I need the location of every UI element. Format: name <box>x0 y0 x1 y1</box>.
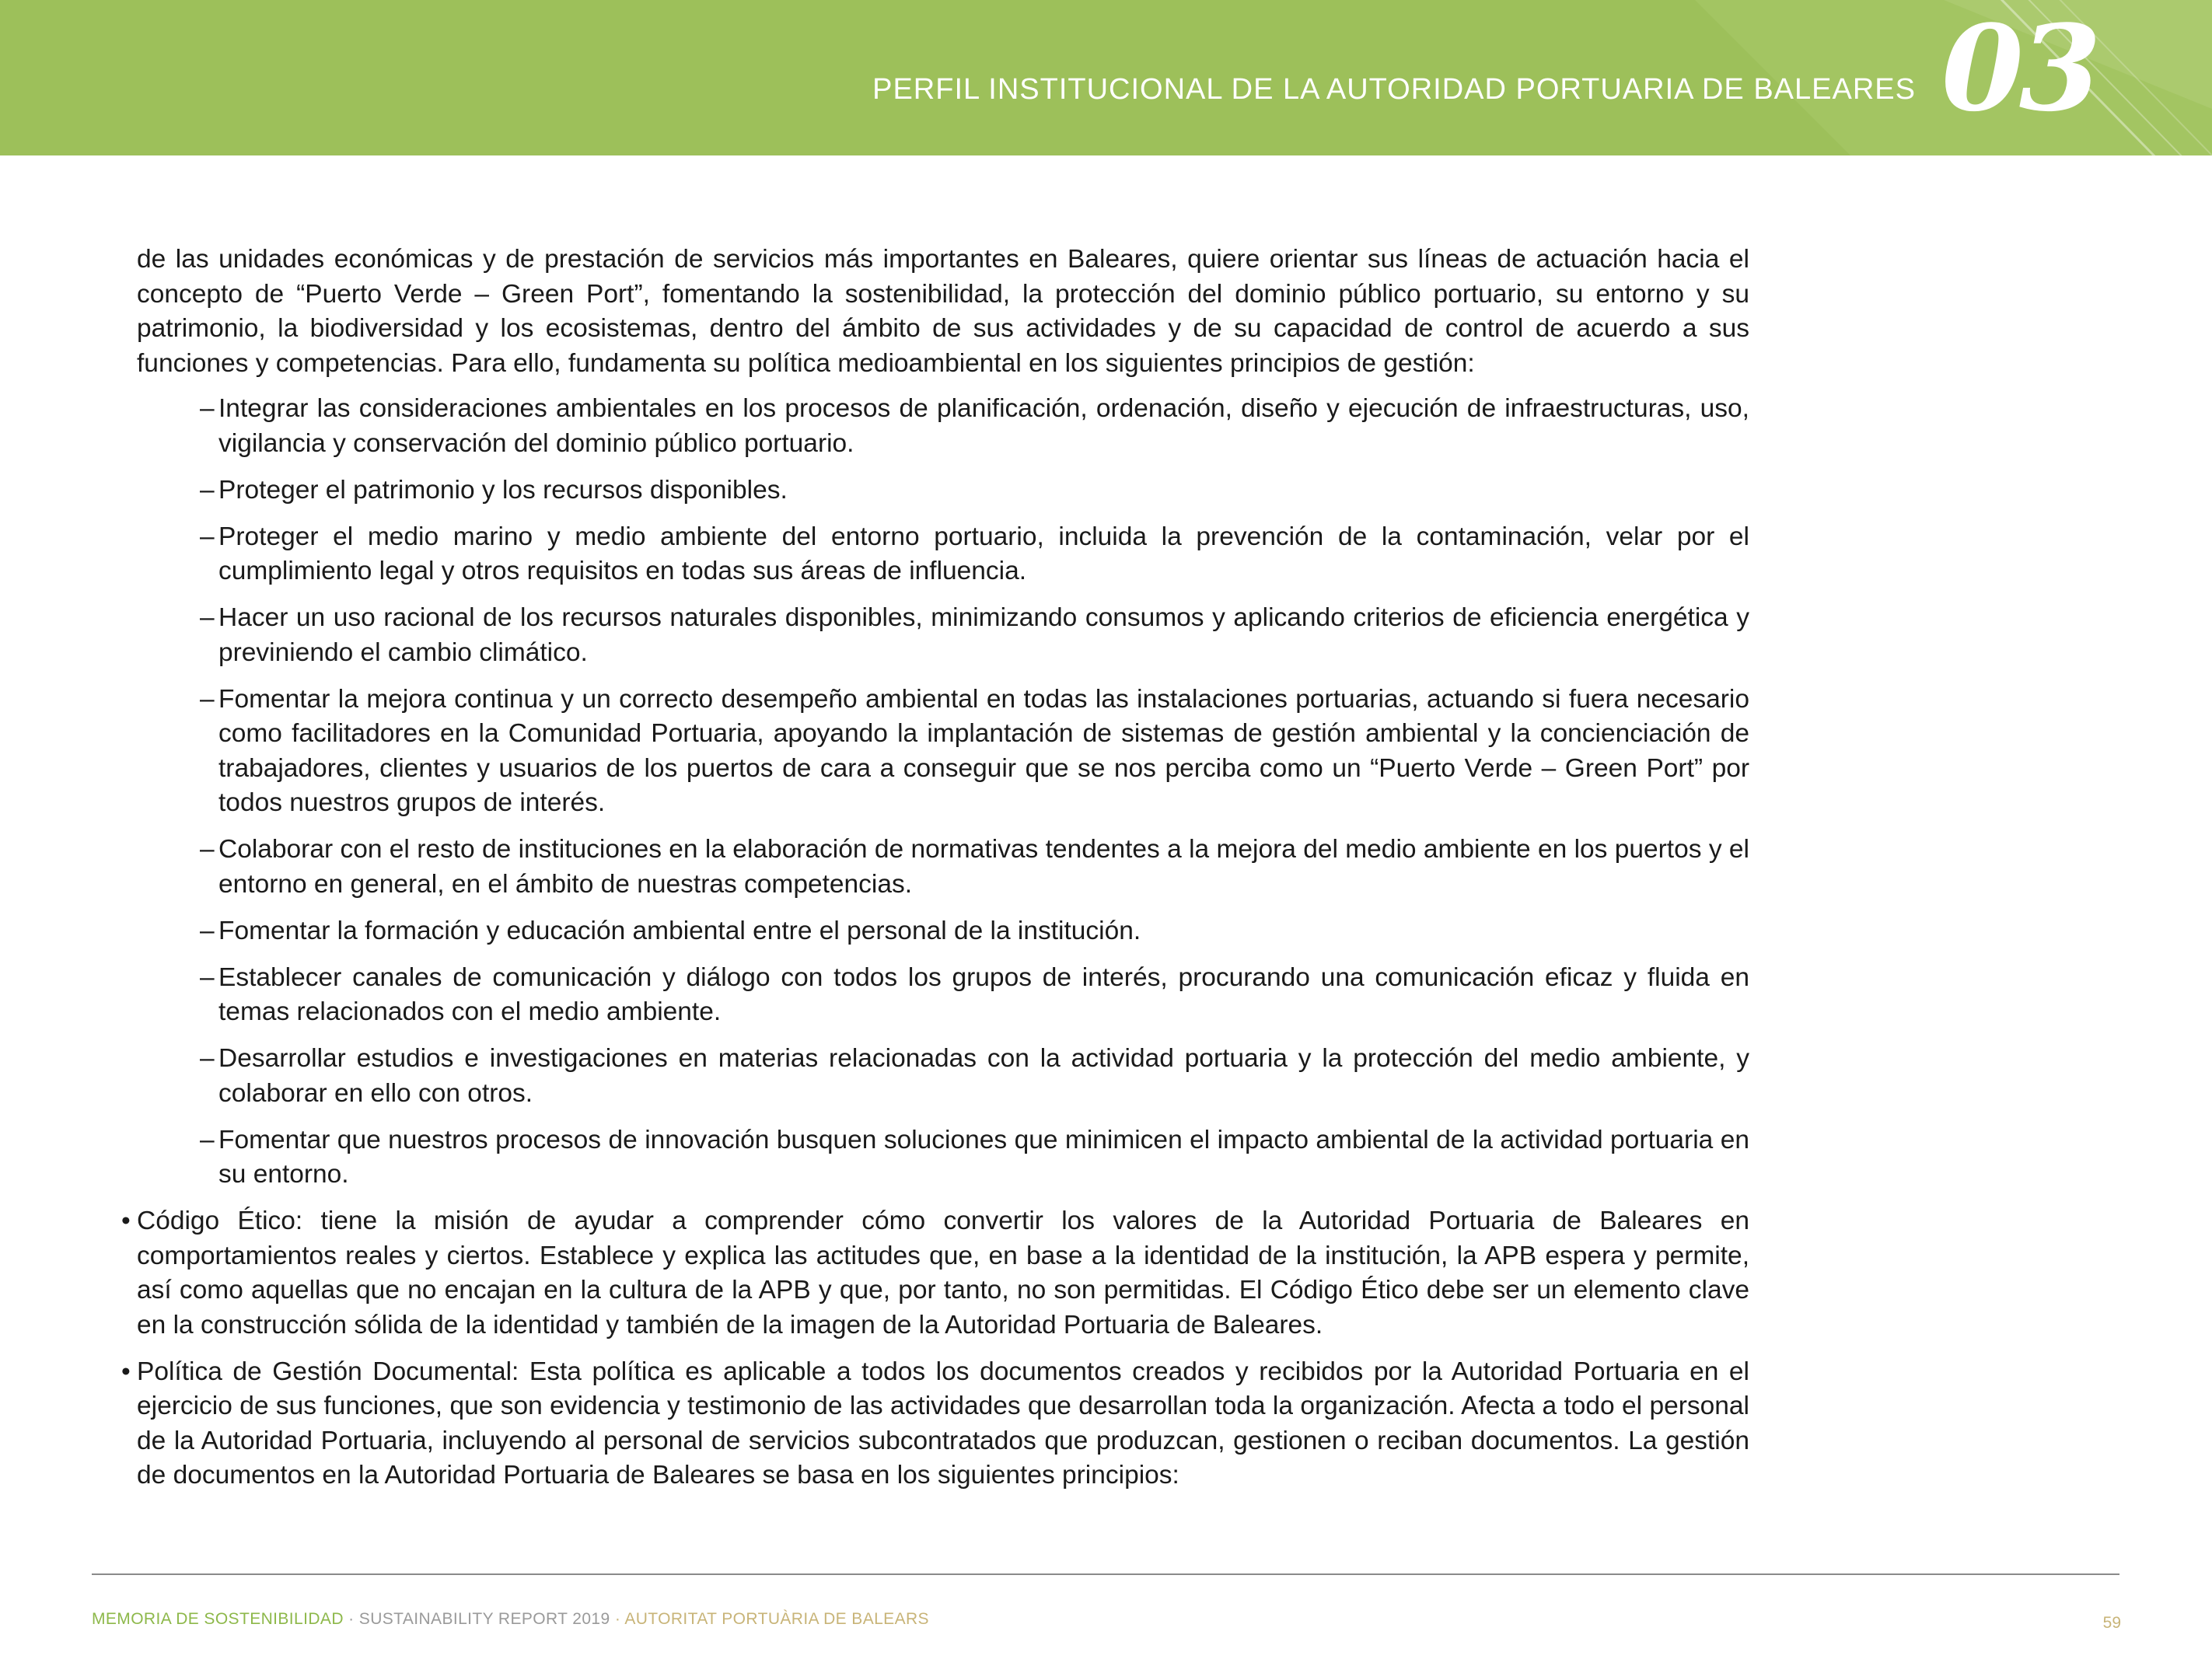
list-item <box>200 473 1749 508</box>
footer-organization: AUTORITAT PORTUÀRIA DE BALEARS <box>624 1610 929 1628</box>
list-item <box>200 392 1749 461</box>
list-item <box>200 961 1749 1030</box>
bullet-marker: • <box>121 1207 131 1235</box>
list-item-text: Fomentar la mejora continua y un correcto desempeño ambiental en todas las instalaciones portuarias, actuando si fuera necesario como facilitadores en la Comunidad Portuaria, apoyando la implantación de sistemas de gestión ambiental y la concienciación de trabajadores, clientes y usuarios de los puertos de cara a conseguir que se nos perciba como un “Puerto Verde – Green Port” por todos nuestros grupos de interés. <box>218 684 1749 817</box>
footer-separator: · <box>610 1610 625 1628</box>
footer-caption <box>92 1610 929 1629</box>
dash-marker: – <box>200 684 215 714</box>
list-item <box>200 914 1749 949</box>
dash-marker: – <box>200 1044 215 1073</box>
list-item <box>200 1123 1749 1193</box>
footer-report-title: MEMORIA DE SOSTENIBILIDAD <box>92 1610 344 1628</box>
bullet-gestion-documental <box>121 1355 1749 1493</box>
list-item <box>200 520 1749 589</box>
body-text <box>121 243 1749 1505</box>
list-item <box>200 683 1749 821</box>
principles-list <box>137 392 1749 1193</box>
dash-marker: – <box>200 916 215 945</box>
intro-paragraph: de las unidades económicas y de prestación de servicios más importantes en Baleares, quiere orientar sus líneas de actuación hacia el concepto de “Puerto Verde – Green Port”, fomentando la sostenibilidad, la protección del dominio público portuario, su entorno y su patrimonio, la biodiversidad y los ecosistemas, dentro del ámbito de sus actividades y de su capacidad de control de acuerdo a sus funciones y competencias. Para ello, fundamenta su política medioambiental en los siguientes principios de gestión: <box>137 245 1749 378</box>
dash-marker: – <box>200 603 215 632</box>
list-item-text: Fomentar la formación y educación ambiental entre el personal de la institución. <box>218 916 1141 945</box>
page-number: 59 <box>2102 1614 2121 1632</box>
list-item <box>200 833 1749 902</box>
dash-marker: – <box>200 522 215 551</box>
dash-marker: – <box>200 475 215 505</box>
list-item-text: Proteger el patrimonio y los recursos disponibles. <box>218 475 788 505</box>
footer-divider <box>92 1573 2119 1575</box>
bullet-text: Código Ético: tiene la misión de ayudar a comprender cómo convertir los valores de la Autoridad Portuaria de Baleares en comportamientos reales y ciertos. Establece y explica las actitudes que, en base a la identidad de la institución, la APB espera y permite, así como aquellas que no encajan en la cultura de la APB y que, por tanto, no son permitidas. El Código Ético debe ser un elemento clave en la construcción sólida de la identidad y también de la imagen de la Autoridad Portuaria de Baleares. <box>137 1207 1749 1339</box>
list-item-text: Desarrollar estudios e investigaciones en materias relacionadas con la actividad portuaria y la protección del medio ambiente, y colaborar en ello con otros. <box>218 1044 1749 1108</box>
list-item-text: Proteger el medio marino y medio ambiente del entorno portuario, incluida la prevención de la contaminación, velar por el cumplimiento legal y otros requisitos en todas sus áreas de influencia. <box>218 522 1749 585</box>
dash-marker: – <box>200 1125 215 1154</box>
dash-marker: – <box>200 835 215 864</box>
chapter-number: 03 <box>1941 0 2097 138</box>
bullet-text: Política de Gestión Documental: Esta política es aplicable a todos los documentos creados y recibidos por la Autoridad Portuaria en el ejercicio de sus funciones, que son evidencia y testimonio de las actividades que desarrollan toda la organización. Afecta a todo el personal de la Autoridad Portuaria, incluyendo al personal de servicios subcontratados que produzcan, gestionen o reciban documentos. La gestión de documentos en la Autoridad Portuaria de Baleares se basa en los siguientes principios: <box>137 1357 1749 1490</box>
footer-separator: · <box>343 1610 359 1628</box>
list-item <box>200 601 1749 670</box>
list-item-text: Colaborar con el resto de instituciones en la elaboración de normativas tendentes a la mejora del medio ambiente en los puertos y el entorno en general, en el ámbito de nuestras competencias. <box>218 835 1749 899</box>
list-item-text: Integrar las consideraciones ambientales en los procesos de planificación, ordenación, diseño y ejecución de infraestructuras, uso, vigilancia y conservación del dominio público portuario. <box>218 394 1749 458</box>
list-item <box>200 1042 1749 1111</box>
section-title: PERFIL INSTITUCIONAL DE LA AUTORIDAD PORTUARIA DE BALEARES <box>872 73 1916 106</box>
bullet-marker: • <box>121 1357 131 1386</box>
list-item-text: Fomentar que nuestros procesos de innovación busquen soluciones que minimicen el impacto ambiental de la actividad portuaria en su entorno. <box>218 1125 1749 1189</box>
list-item-text: Hacer un uso racional de los recursos naturales disponibles, minimizando consumos y aplicando criterios de eficiencia energética y previniendo el cambio climático. <box>218 603 1749 667</box>
header-band <box>0 0 2212 155</box>
bullet-codigo-etico <box>121 1204 1749 1343</box>
dash-marker: – <box>200 394 215 423</box>
list-item-text: Establecer canales de comunicación y diálogo con todos los grupos de interés, procurando una comunicación eficaz y fluida en temas relacionados con el medio ambiente. <box>218 962 1749 1026</box>
dash-marker: – <box>200 962 215 992</box>
footer-report-title-english: SUSTAINABILITY REPORT 2019 <box>358 1610 610 1628</box>
